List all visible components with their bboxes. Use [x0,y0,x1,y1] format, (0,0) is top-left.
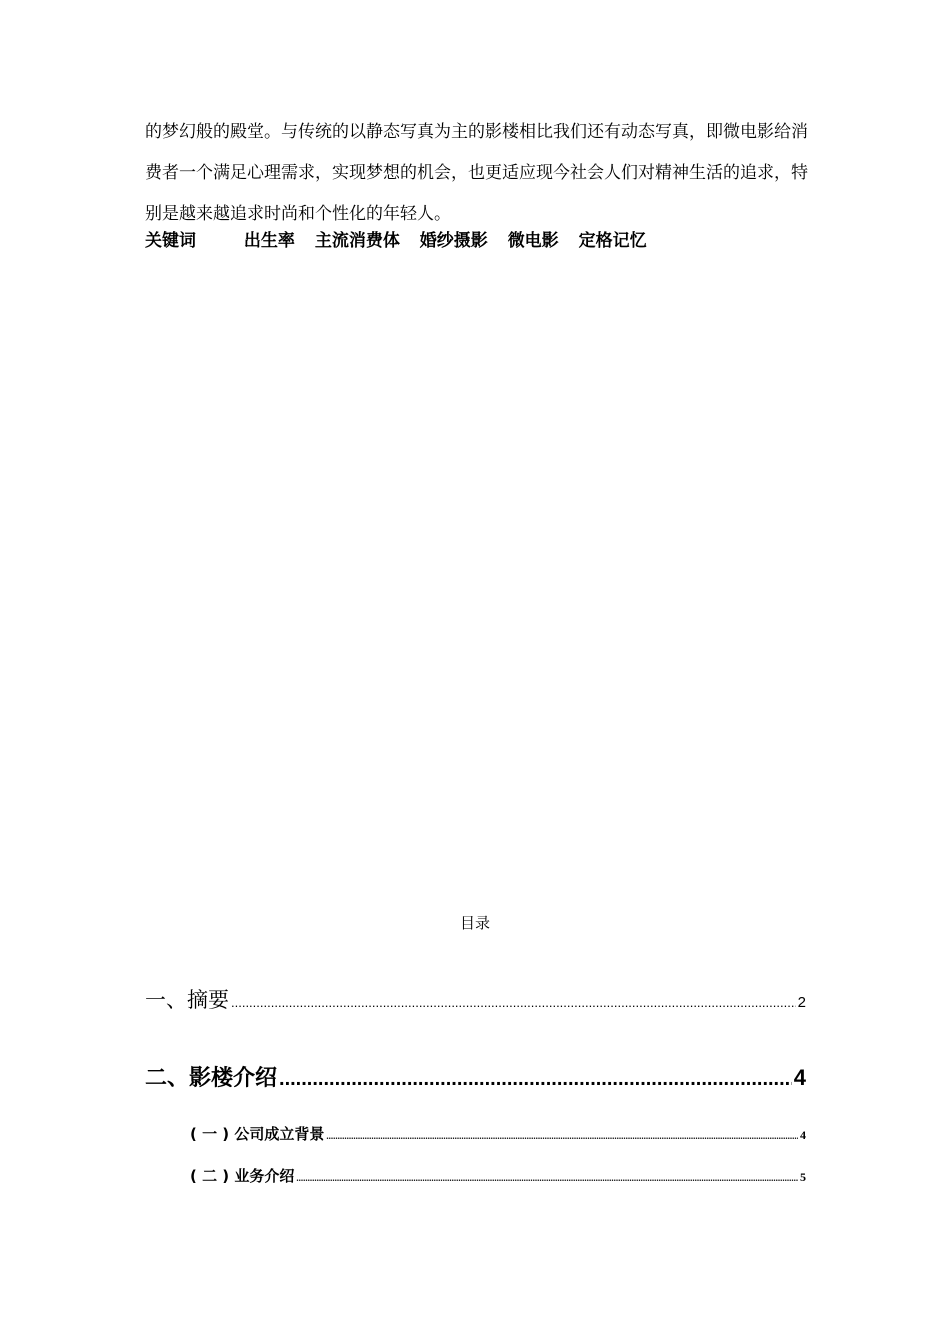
toc-entry-page: 4 [793,1065,806,1090]
toc-entry-studio-intro[interactable] [145,1061,806,1092]
toc-entry-page: 4 [800,1128,806,1142]
toc-leader-dots [296,1173,798,1183]
keyword-item: 定格记忆 [578,231,647,251]
toc-heading: 目录 [459,914,490,932]
keyword-item: 主流消费体 [314,231,400,251]
toc-entry-page: 5 [800,1170,806,1184]
keyword-item: 出生率 [243,231,295,251]
toc-entry-title: ( 二 ) 业务介绍 [190,1167,295,1185]
keyword-item: 婚纱摄影 [419,231,488,251]
toc-leader-dots [326,1131,798,1141]
toc-entry-title: 二、影楼介绍 [145,1066,278,1091]
toc-entry-title: ( 一 ) 公司成立背景 [190,1125,325,1143]
keyword-item: 微电影 [507,231,559,251]
toc-entry-page: 2 [797,994,806,1011]
toc-leader-dots [279,1068,792,1091]
toc-leader-dots [231,995,796,1010]
keywords-label: 关键词 [145,231,196,251]
toc-entry-business-intro[interactable] [190,1165,806,1186]
body-paragraph: 的梦幻般的殿堂。与传统的以静态写真为主的影楼相比我们还有动态写真，即微电影给消费者一个满足心理需求，实现梦想的机会，也更适应现今社会人们对精神生活的追求，特别是越来越追求时尚和个性化的年轻人。 [145,122,808,224]
toc-entry-abstract[interactable] [145,984,806,1014]
toc-entry-title: 一、摘要 [145,988,229,1012]
keywords-line [145,226,809,251]
toc-entry-company-background[interactable] [190,1123,806,1144]
